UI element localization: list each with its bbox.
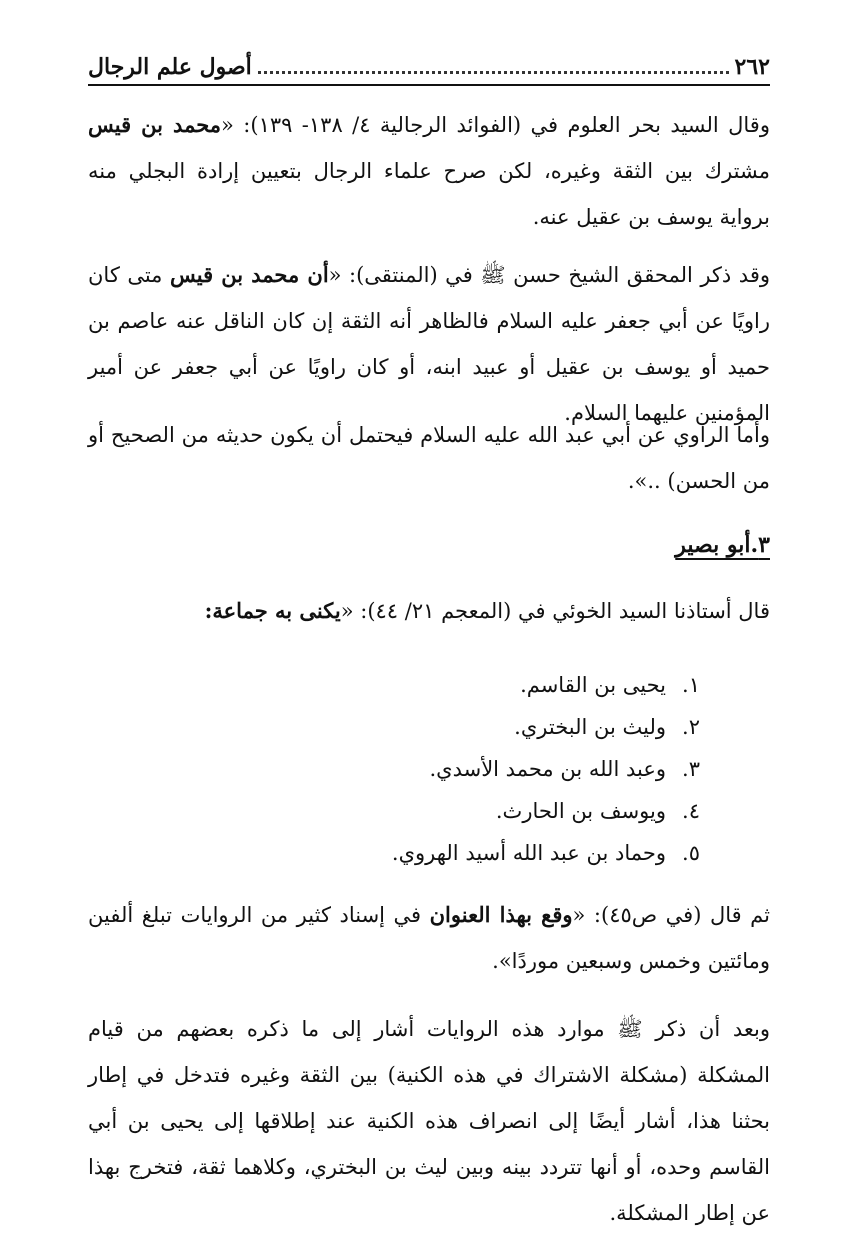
kunya-list: [392, 664, 700, 874]
running-title: أصول علم الرجال: [88, 54, 252, 80]
paragraph-abu-abdullah: وأما الراوي عن أبي عبد الله عليه السلام فيحتمل أن يكون حديثه من الصحيح أو من الحسن) ..».: [88, 423, 770, 493]
list-item: ٥. وحماد بن عبد الله أسيد الهروي.: [391, 841, 700, 865]
page-header: [88, 40, 770, 86]
header-dot-leader: [258, 71, 729, 74]
paragraph-khoei-intro: قال أستاذنا السيد الخوئي في (المعجم ٢١/ ٤٤): «يكنى به جماعة:: [204, 598, 770, 623]
list-item: ٣. وعبد الله بن محمد الأسدي.: [429, 757, 700, 781]
list-item: ٢. وليث بن البختري.: [514, 715, 700, 739]
paragraph-page-45: ثم قال (في ص٤٥): «وقع بهذا العنوان في إسناد كثير من الروايات تبلغ ألفين ومائتين وخمس وسبعين موردًا».: [88, 902, 771, 973]
list-item: ١. يحيى بن القاسم.: [520, 673, 700, 697]
paragraph-muntaqa: وقد ذكر المحقق الشيخ حسن ﷺ في (المنتقى): «أن محمد بن قيس متى كان راويًا عن أبي جعفر عليه السلام فالظاهر أنه الثقة إن كان الناقل عنه عاصم بن حميد أو يوسف بن عقيل أو عبيد ابنه، أو كان راويًا عن أبي جعفر عن أمير المؤمنين عليهما السلام.: [88, 262, 771, 425]
list-item: ٤. ويوسف بن الحارث.: [495, 799, 700, 823]
paragraph-problem-discussion: وبعد أن ذكر ﷺ موارد هذه الروايات أشار إلى ما ذكره بعضهم من قيام المشكلة (مشكلة الاشتراك في هذه الكنية) بين الثقة وغيره فتدخل في إطار بحثنا هذا، أشار أيضًا إلى انصراف هذه الكنية عند إطلاقها إلى يحيى بن أبي القاسم وحده، أو أنها تتردد بينه وبين ليث بن البختري، وكلاهما ثقة، فتخرج بهذا عن إطار المشكلة.: [88, 1017, 770, 1225]
section-heading: ٣.أبو بصير: [675, 532, 770, 558]
paragraph-bahr-al-ulum: وقال السيد بحر العلوم في (الفوائد الرجالية ٤/ ١٣٨- ١٣٩): «محمد بن قيس مشترك بين الثقة وغيره، لكن صرح علماء الرجال بتعيين إرادة البجلي منه برواية يوسف بن عقيل عنه.: [88, 112, 770, 229]
page-number: ٢٦٢: [734, 54, 770, 80]
book-page: [88, 40, 771, 1225]
